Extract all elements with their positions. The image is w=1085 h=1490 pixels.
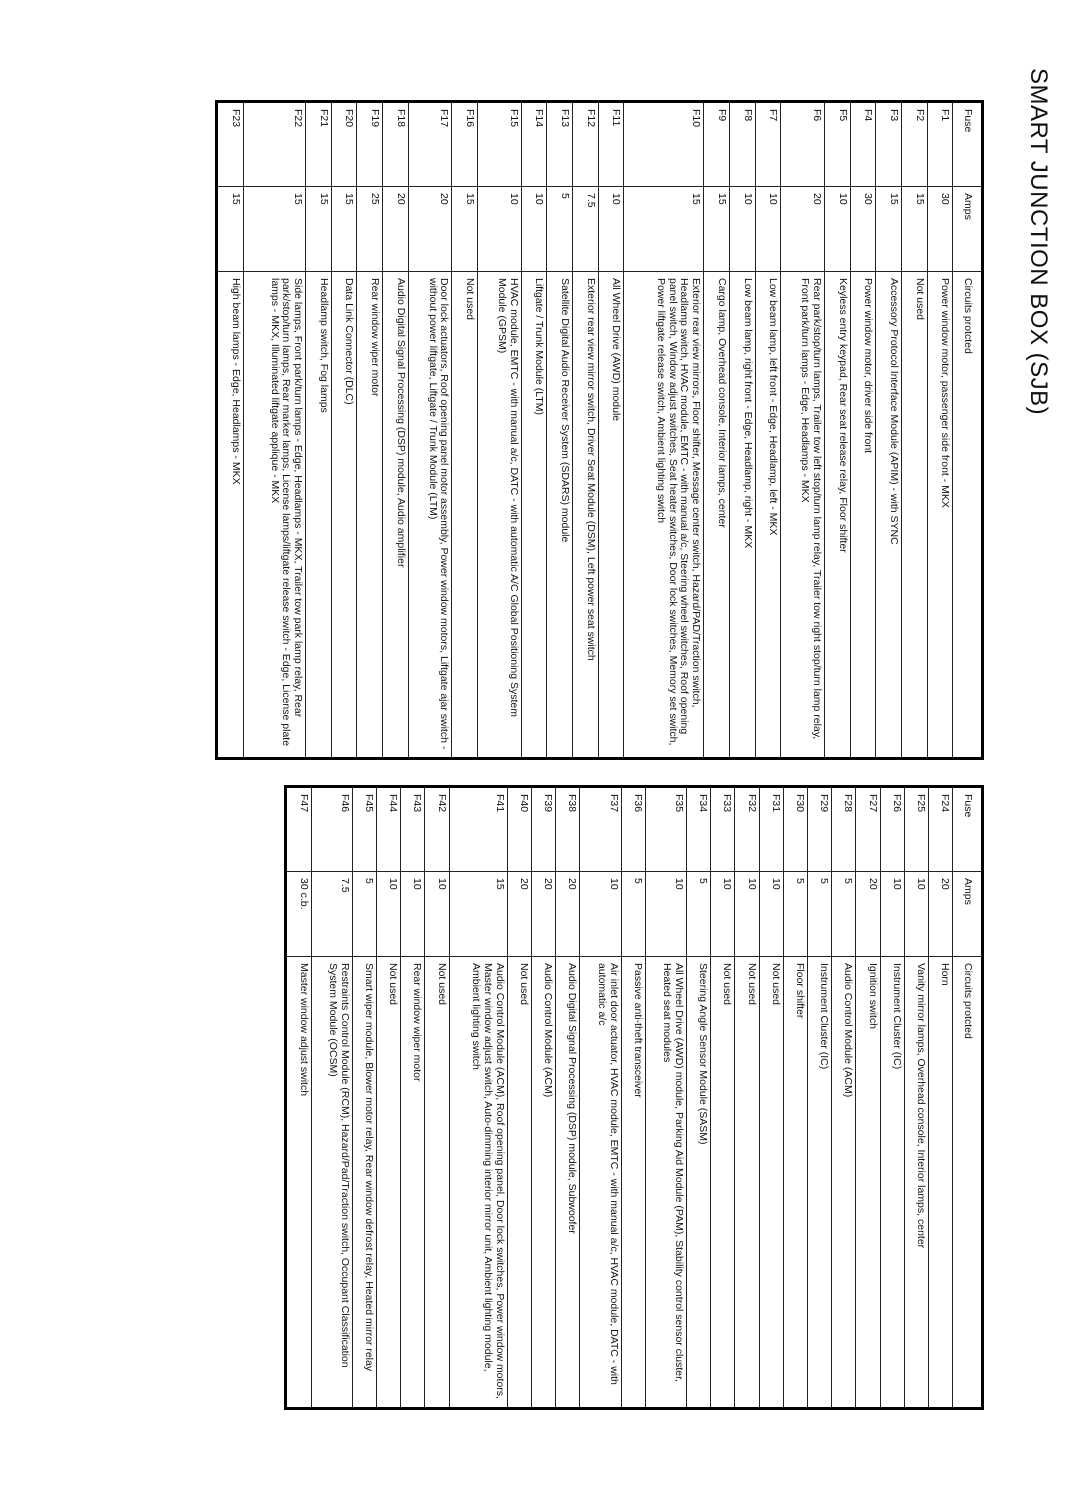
amps-cell: 10 xyxy=(755,187,781,272)
header-circuits: Circuits protcted xyxy=(953,272,983,759)
fuse-cell: F21 xyxy=(306,102,332,187)
amps-cell: 5 xyxy=(352,872,376,957)
table-row xyxy=(729,102,755,759)
circuits-cell: Audio Digital Signal Processing (DSP) module, Audio amplifier xyxy=(383,272,409,759)
amps-cell: 25 xyxy=(357,187,383,272)
fuse-cell: F5 xyxy=(824,102,850,187)
fuse-cell: F34 xyxy=(687,787,711,872)
circuits-cell: Air inlet door actuator, HVAC module, EMTC - with manual a/c, HVAC module, DATC - with automatic a/c xyxy=(580,957,621,1409)
table-row xyxy=(880,787,904,1409)
fuse-cell: F32 xyxy=(735,787,759,872)
table-row xyxy=(901,102,927,759)
table-row xyxy=(383,102,409,759)
amps-cell: 30 xyxy=(850,187,876,272)
amps-cell: 20 xyxy=(532,872,556,957)
circuits-cell: Audio Control Module (ACM) xyxy=(832,957,856,1409)
amps-cell: 10 xyxy=(478,187,522,272)
fuse-cell: F20 xyxy=(331,102,357,187)
fuse-cell: F17 xyxy=(408,102,452,187)
circuits-cell: Low beam lamp, right front - Edge, Headlamp, right - MKX xyxy=(729,272,755,759)
table-row xyxy=(311,787,352,1409)
table-row xyxy=(704,102,730,759)
circuits-cell: Not used xyxy=(711,957,735,1409)
circuits-cell: Not used xyxy=(377,957,401,1409)
amps-cell: 10 xyxy=(880,872,904,957)
amps-cell: 20 xyxy=(556,872,580,957)
amps-cell: 10 xyxy=(598,187,624,272)
circuits-cell: Rear window wiper motor xyxy=(357,272,383,759)
fuse-cell: F31 xyxy=(759,787,783,872)
amps-cell: 5 xyxy=(621,872,645,957)
fuse-cell: F15 xyxy=(478,102,522,187)
header-amps: Amps xyxy=(953,872,983,957)
fuse-cell: F23 xyxy=(217,102,244,187)
fuse-cell: F7 xyxy=(755,102,781,187)
fuse-cell: F4 xyxy=(850,102,876,187)
circuits-cell: Power window motor, driver side front xyxy=(850,272,876,759)
circuits-cell: Ignition switch xyxy=(856,957,880,1409)
table-row xyxy=(598,102,624,759)
circuits-cell: Master window adjust switch xyxy=(286,957,312,1409)
amps-cell: 7.5 xyxy=(573,187,599,272)
table-row xyxy=(452,102,478,759)
table-row xyxy=(876,102,902,759)
table-row xyxy=(759,787,783,1409)
circuits-cell: Exterior rear view mirrors, Floor shifter, Message center switch, Hazard/PAD/Traction switch, Headlamp switch, HVAC module, EMTC - with manual a/c, Steering wheel switches, Roof opening panel switch, Window adjust switches, Seat heater switches, Door lock switches, Memory set switch, Power liftgate release switch, Ambient lighting switch xyxy=(624,272,704,759)
amps-cell: 5 xyxy=(832,872,856,957)
fuse-cell: F45 xyxy=(352,787,376,872)
circuits-cell: Instrument Cluster (IC) xyxy=(808,957,832,1409)
table-row xyxy=(449,787,507,1409)
circuits-cell: Vanity mirror lamps, Overhead console, Interior lamps, center xyxy=(904,957,928,1409)
amps-cell: 10 xyxy=(729,187,755,272)
table-row xyxy=(624,102,704,759)
fuse-cell: F28 xyxy=(832,787,856,872)
fuse-cell: F42 xyxy=(425,787,449,872)
circuits-cell: Low beam lamp, left front - Edge, Headlamp, left - MKX xyxy=(755,272,781,759)
fuse-cell: F41 xyxy=(449,787,507,872)
table-row xyxy=(532,787,556,1409)
table-row xyxy=(735,787,759,1409)
header-amps: Amps xyxy=(953,187,983,272)
amps-cell: 5 xyxy=(687,872,711,957)
table-row xyxy=(645,787,686,1409)
table-row xyxy=(425,787,449,1409)
circuits-cell: Restraints Control Module (RCM), Hazard/Pad/Traction switch, Occupant Classification System Module (OCSM) xyxy=(311,957,352,1409)
circuits-cell: Instrument Cluster (IC) xyxy=(880,957,904,1409)
fuse-cell: F33 xyxy=(711,787,735,872)
table-row xyxy=(377,787,401,1409)
amps-cell: 20 xyxy=(383,187,409,272)
amps-cell: 10 xyxy=(377,872,401,957)
table-row xyxy=(217,102,244,759)
table-header-row xyxy=(953,102,983,759)
amps-cell: 15 xyxy=(704,187,730,272)
amps-cell: 15 xyxy=(876,187,902,272)
amps-cell: 30 xyxy=(927,187,953,272)
page-title: SMART JUNCTION BOX (SJB) xyxy=(1025,68,1052,416)
fuse-cell: F46 xyxy=(311,787,352,872)
table-row xyxy=(580,787,621,1409)
circuits-cell: Audio Digital Signal Processing (DSP) module, Subwoofer xyxy=(556,957,580,1409)
fuse-cell: F9 xyxy=(704,102,730,187)
fuse-cell: F26 xyxy=(880,787,904,872)
circuits-cell: Not used xyxy=(507,957,531,1409)
circuits-cell: High beam lamps - Edge, Headlamps - MKX xyxy=(217,272,244,759)
circuits-cell: All Wheel Drive (AWD) module xyxy=(598,272,624,759)
table-row xyxy=(507,787,531,1409)
fuse-cell: F38 xyxy=(556,787,580,872)
table-row xyxy=(556,787,580,1409)
circuits-cell: Audio Control Module (ACM), Roof opening panel, Door lock switches, Power window motors, Master window adjust switch, Auto-dimming interior mirror unit, Ambient lighting module, Ambient lighting switch xyxy=(449,957,507,1409)
fuse-cell: F37 xyxy=(580,787,621,872)
table-row xyxy=(856,787,880,1409)
circuits-cell: Not used xyxy=(901,272,927,759)
table-row xyxy=(408,102,452,759)
amps-cell: 20 xyxy=(781,187,825,272)
fuse-cell: F43 xyxy=(401,787,425,872)
amps-cell: 10 xyxy=(735,872,759,957)
amps-cell: 10 xyxy=(904,872,928,957)
table-row xyxy=(244,102,306,759)
fuse-cell: F29 xyxy=(808,787,832,872)
fuse-cell: F47 xyxy=(286,787,312,872)
header-circuits: Circuits protcted xyxy=(953,957,983,1409)
amps-cell: 15 xyxy=(306,187,332,272)
fuse-cell: F44 xyxy=(377,787,401,872)
fuse-cell: F1 xyxy=(927,102,953,187)
fuse-cell: F35 xyxy=(645,787,686,872)
fuse-cell: F25 xyxy=(904,787,928,872)
circuits-cell: HVAC module, EMTC - with manual a/c, DATC - with automatic A/C Global Positioning System Module (GPSM) xyxy=(478,272,522,759)
circuits-cell: All Wheel Drive (AWD) module, Parking Aid Module (PAM), Stability control sensor cluster, Heated seat modules xyxy=(645,957,686,1409)
fuse-cell: F6 xyxy=(781,102,825,187)
table-row xyxy=(783,787,807,1409)
fuse-cell: F40 xyxy=(507,787,531,872)
amps-cell: 20 xyxy=(929,872,953,957)
amps-cell: 20 xyxy=(507,872,531,957)
fuse-cell: F3 xyxy=(876,102,902,187)
circuits-cell: Cargo lamp, Overhead console, Interior lamps, center xyxy=(704,272,730,759)
table-row xyxy=(621,787,645,1409)
fuse-cell: F12 xyxy=(573,102,599,187)
amps-cell: 15 xyxy=(901,187,927,272)
amps-cell: 5 xyxy=(808,872,832,957)
table-row xyxy=(832,787,856,1409)
table-row xyxy=(687,787,711,1409)
fuse-cell: F30 xyxy=(783,787,807,872)
circuits-cell: Horn xyxy=(929,957,953,1409)
table-row xyxy=(927,102,953,759)
amps-cell: 5 xyxy=(783,872,807,957)
amps-cell: 15 xyxy=(244,187,306,272)
circuits-cell: Headlamp switch, Fog lamps xyxy=(306,272,332,759)
table-row xyxy=(521,102,547,759)
amps-cell: 10 xyxy=(580,872,621,957)
table-row xyxy=(478,102,522,759)
amps-cell: 10 xyxy=(425,872,449,957)
circuits-cell: Liftgate / Trunk Module (LTM) xyxy=(521,272,547,759)
table-header-row xyxy=(953,787,983,1409)
circuits-cell: Passive anti-theft transceiver xyxy=(621,957,645,1409)
fuse-cell: F19 xyxy=(357,102,383,187)
circuits-cell: Not used xyxy=(735,957,759,1409)
circuits-cell: Power window motor, passenger side front - MKX xyxy=(927,272,953,759)
amps-cell: 15 xyxy=(624,187,704,272)
circuits-cell: Rear park/stop/turn lamps, Trailer tow left stop/turn lamp relay, Trailer tow right stop/turn lamp relay, Front park/turn lamps - Edge, Headlamps - MKX xyxy=(781,272,825,759)
circuits-cell: Not used xyxy=(759,957,783,1409)
table-row xyxy=(306,102,332,759)
fuse-cell: F2 xyxy=(901,102,927,187)
amps-cell: 5 xyxy=(547,187,573,272)
amps-cell: 15 xyxy=(449,872,507,957)
table-row xyxy=(357,102,383,759)
circuits-cell: Exterior rear view mirror switch, Driver Seat Module (DSM), Left power seat switch xyxy=(573,272,599,759)
fuse-cell: F36 xyxy=(621,787,645,872)
table-row xyxy=(904,787,928,1409)
circuits-cell: Satellite Digital Audio Receiver System (SDARS) module xyxy=(547,272,573,759)
table-row xyxy=(824,102,850,759)
fuse-cell: F39 xyxy=(532,787,556,872)
amps-cell: 10 xyxy=(711,872,735,957)
amps-cell: 7.5 xyxy=(311,872,352,957)
amps-cell: 15 xyxy=(331,187,357,272)
circuits-cell: Side lamps, Front park/turn lamps - Edge, Headlamps - MKX, Trailer tow park lamp relay, Rear park/stop/turn lamps, Rear marker lamps, License lamps/liftgate release switch - Edge, License plate lamps - MKX, Illuminated liftgate applique - MKX xyxy=(244,272,306,759)
fuse-cell: F24 xyxy=(929,787,953,872)
circuits-cell: Accessory Protocol Interface Module (APIM) - with SYNC xyxy=(876,272,902,759)
fuse-cell: F18 xyxy=(383,102,409,187)
table-row xyxy=(929,787,953,1409)
fuse-cell: F10 xyxy=(624,102,704,187)
circuits-cell: Audio Control Module (ACM) xyxy=(532,957,556,1409)
fuse-table-2 xyxy=(284,785,984,1410)
amps-cell: 10 xyxy=(824,187,850,272)
table-row xyxy=(781,102,825,759)
table-row xyxy=(850,102,876,759)
header-fuse: Fuse xyxy=(953,787,983,872)
fuse-cell: F14 xyxy=(521,102,547,187)
table-row xyxy=(755,102,781,759)
amps-cell: 10 xyxy=(759,872,783,957)
table-row xyxy=(401,787,425,1409)
amps-cell: 30 c.b. xyxy=(286,872,312,957)
table-row xyxy=(573,102,599,759)
table-row xyxy=(808,787,832,1409)
fuse-cell: F27 xyxy=(856,787,880,872)
circuits-cell: Door lock actuators, Roof opening panel motor assembly, Power window motors, Liftgate ajar switch - without power liftgate, Liftgate / Trunk Module (LTM) xyxy=(408,272,452,759)
table-row xyxy=(547,102,573,759)
circuits-cell: Keyless entry keypad, Rear seat release relay, Floor shifter xyxy=(824,272,850,759)
fuse-cell: F22 xyxy=(244,102,306,187)
table-row xyxy=(711,787,735,1409)
amps-cell: 10 xyxy=(645,872,686,957)
fuse-cell: F8 xyxy=(729,102,755,187)
amps-cell: 15 xyxy=(452,187,478,272)
circuits-cell: Smart wiper module, Blower motor relay, Rear window defrost relay, Heated mirror relay xyxy=(352,957,376,1409)
table-row xyxy=(286,787,312,1409)
table-row xyxy=(331,102,357,759)
circuits-cell: Floor shifter xyxy=(783,957,807,1409)
amps-cell: 20 xyxy=(408,187,452,272)
circuits-cell: Data Link Connector (DLC) xyxy=(331,272,357,759)
table-row xyxy=(352,787,376,1409)
amps-cell: 10 xyxy=(401,872,425,957)
circuits-cell: Not used xyxy=(425,957,449,1409)
header-fuse: Fuse xyxy=(953,102,983,187)
amps-cell: 20 xyxy=(856,872,880,957)
fuse-table-1 xyxy=(215,100,984,760)
circuits-cell: Not used xyxy=(452,272,478,759)
fuse-cell: F13 xyxy=(547,102,573,187)
amps-cell: 15 xyxy=(217,187,244,272)
fuse-cell: F11 xyxy=(598,102,624,187)
amps-cell: 10 xyxy=(521,187,547,272)
circuits-cell: Steering Angle Sensor Module (SASM) xyxy=(687,957,711,1409)
circuits-cell: Rear window wiper motor xyxy=(401,957,425,1409)
fuse-cell: F16 xyxy=(452,102,478,187)
